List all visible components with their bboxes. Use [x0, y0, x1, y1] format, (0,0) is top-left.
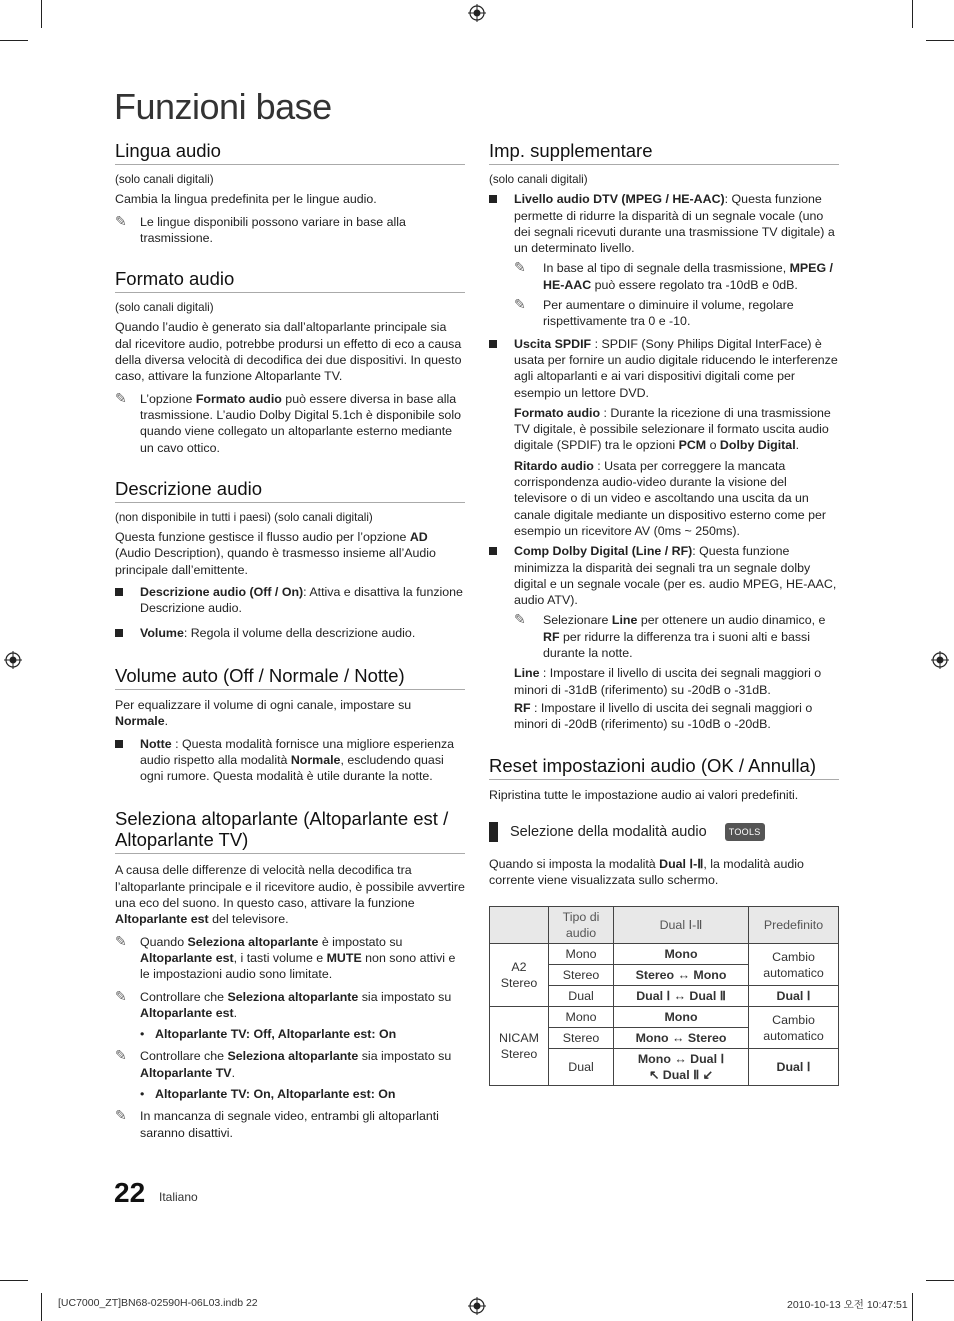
crop-mark: [41, 0, 42, 28]
pencil-note-icon: ✎: [514, 259, 526, 276]
bullet-item: Volume: Regola il volume della descrizione audio.: [115, 625, 465, 641]
paragraph: Quando si imposta la modalità Dual Ⅰ-Ⅱ, la modalità audio corrente viene visualizzata sullo schermo.: [489, 856, 804, 888]
dot-item: • Altoparlante TV: Off, Altoparlante est: On: [140, 1027, 397, 1042]
pencil-note-icon: ✎: [115, 389, 127, 406]
table-cell: Dual: [549, 986, 614, 1007]
pencil-note-icon: ✎: [115, 212, 127, 229]
table-cell: Stereo: [549, 965, 614, 986]
section-heading-reset: Reset impostazioni audio (OK / Annulla): [489, 755, 839, 780]
crop-mark: [912, 1293, 913, 1321]
paragraph: Ripristina tutte le impostazione audio ai valori predefiniti.: [489, 787, 799, 802]
bullet-item: Livello audio DTV (MPEG / HE-AAC): Questa funzione permette di ridurre la disparità di un segnale vocale (uno dei segnali ricevuti durante una trasmissione TV digitale) a un determinato livello.: [489, 191, 839, 256]
note: ✎ Selezionare Line per ottenere un audio dinamico, e RF per ridurre la differenza tra i suoni alti e bassi durante la notte.: [514, 611, 826, 661]
paragraph: Per equalizzare il volume di ogni canale, impostare su Normale.: [115, 697, 412, 729]
section-meta: (solo canali digitali): [489, 173, 588, 186]
crop-mark: [926, 1280, 954, 1281]
crop-mark: [926, 40, 954, 41]
table-cell: Predefinito: [749, 907, 839, 944]
dot-item: • Altoparlante TV: On, Altoparlante est: On: [140, 1086, 396, 1101]
table-cell: Cambio automatico: [749, 944, 839, 986]
subheading-bar-icon: [489, 822, 498, 842]
note: ✎ In base al tipo di segnale della trasmissione, MPEG / HE-AAC può essere regolato tra -10dB e 0dB.: [514, 259, 833, 292]
paragraph: RF : Impostare il livello di uscita dei segnali maggiori o minori di -20dB (riferimento) su -10dB o -20dB.: [514, 700, 813, 732]
pencil-note-icon: ✎: [115, 987, 127, 1004]
table-cell: Mono: [614, 944, 749, 965]
table-cell: Dual Ⅰ ↔ Dual Ⅱ: [614, 986, 749, 1007]
bullet-item: Notte : Questa modalità fornisce una migliore esperienza audio rispetto alla modalità Normale, escludendo quasi ogni rumore. Questa modalità è utile durante la notte.: [115, 736, 465, 785]
print-file-info: [UC7000_ZT]BN68-02590H-06L03.indb 22: [58, 1297, 258, 1309]
table-cell: Mono: [549, 1007, 614, 1028]
table-cell: Mono: [614, 1007, 749, 1028]
crop-mark: [41, 1293, 42, 1321]
table-cell: Dual Ⅰ: [749, 1049, 839, 1086]
table-cell: Mono ↔ Stereo: [614, 1028, 749, 1049]
right-column: [489, 140, 839, 1086]
pencil-note-icon: ✎: [514, 611, 526, 628]
registration-mark-icon: [4, 651, 22, 669]
note: ✎ Controllare che Seleziona altoparlante sia impostato su Altoparlante est.: [115, 987, 452, 1020]
bullet-item: Uscita SPDIF : SPDIF (Sony Philips Digital InterFace) è usata per fornire un audio digitale riducendo le interferenze agli altoparlanti e ai vari dispositivi digitali come per esempio un lettore DVD.: [489, 336, 839, 401]
page-language: Italiano: [159, 1190, 198, 1204]
paragraph: Ritardo audio : Usata per correggere la mancata corrispondenza audio-video durante la visione del televisore o di un video e ascoltando una uscita da un canale digitale mediante un dispositivo esterno come per esempio un ricevitore AV (0ms ~ 250ms).: [514, 458, 827, 538]
crop-mark: [0, 40, 28, 41]
paragraph: A causa delle differenze di velocità nella decodifica tra l’altoparlante principale e il ricevitore audio, è possibile avvertire una eco del suono. In questo caso, attivare la funzione Altoparlante est del televisore.: [115, 863, 465, 927]
square-bullet-icon: [489, 340, 497, 348]
section-meta: (solo canali digitali): [115, 301, 214, 315]
square-bullet-icon: [115, 588, 123, 596]
pencil-note-icon: ✎: [514, 296, 526, 313]
table-cell: Dual: [549, 1049, 614, 1086]
table-cell: A2 Stereo: [490, 944, 549, 1007]
section-heading-descrizione: Descrizione audio: [115, 478, 465, 503]
table-cell: Stereo: [549, 1028, 614, 1049]
square-bullet-icon: [115, 629, 123, 637]
table-cell: [490, 907, 549, 944]
paragraph: Questa funzione gestisce il flusso audio per l’opzione AD (Audio Description), quando è trasmesso insieme all’Audio principale dall’emittente.: [115, 530, 436, 577]
note: ✎ Le lingue disponibili possono variare in base alla trasmissione.: [115, 212, 406, 245]
section-meta: (solo canali digitali): [115, 173, 214, 186]
paragraph: Quando l’audio è generato sia dall’altoparlante principale sia dal ricevitore audio, potrebbe prodursi un effetto di eco a causa della diversa velocità di decodifica dei due dispositivi. In questo caso, attivare la funzione Altoparlante TV.: [115, 320, 462, 384]
table-cell: Mono: [549, 944, 614, 965]
square-bullet-icon: [115, 740, 123, 748]
audio-mode-table: [489, 906, 839, 1086]
note: ✎ Controllare che Seleziona altoparlante sia impostato su Altoparlante TV.: [115, 1047, 452, 1080]
table-cell: NICAM Stereo: [490, 1007, 549, 1086]
section-heading-imp: Imp. supplementare: [489, 140, 839, 165]
note: ✎ Per aumentare o diminuire il volume, regolare rispettivamente tra 0 e -10.: [514, 296, 794, 329]
table-cell: Stereo ↔ Mono: [614, 965, 749, 986]
square-bullet-icon: [489, 547, 497, 555]
print-date-info: 2010-10-13 오전 10:47:51: [787, 1299, 908, 1311]
pencil-note-icon: ✎: [115, 1047, 127, 1064]
section-heading-seleziona: Seleziona altoparlante (Altoparlante est / Altoparlante TV): [115, 808, 465, 854]
page-title: Funzioni base: [114, 86, 332, 127]
registration-mark-icon: [931, 651, 949, 669]
pencil-note-icon: ✎: [115, 932, 127, 949]
bullet-item: Comp Dolby Digital (Line / RF): Questa funzione minimizza la disparità dei segnali tra un segnale dolby digital e un segnale vocale (per es. audio MPEG, HE-AAC, audio ATV).: [489, 543, 839, 608]
table-row: [490, 944, 839, 965]
table-cell: Mono ↔ Dual Ⅰ ↖ Dual Ⅱ ↙: [614, 1049, 749, 1086]
page-number: 22: [114, 1177, 146, 1208]
note: ✎ Quando Seleziona altoparlante è impostato su Altoparlante est, i tasti volume e MUTE non sono attivi e le impostazioni audio sono limitate.: [115, 932, 456, 982]
table-header-row: [490, 907, 839, 944]
registration-mark-icon: [468, 1297, 486, 1315]
paragraph: Cambia la lingua predefinita per le lingue audio.: [115, 192, 377, 207]
table-cell: Dual Ⅰ-Ⅱ: [614, 907, 749, 944]
crop-mark: [0, 1280, 28, 1281]
registration-mark-icon: [468, 4, 486, 22]
section-meta: (non disponibile in tutti i paesi) (solo canali digitali): [115, 510, 373, 524]
paragraph: Formato audio : Durante la ricezione di una trasmissione TV digitale, è possibile selezionare il formato uscita audio digitale (SPDIF) tra le opzioni PCM o Dolby Digital.: [514, 405, 831, 453]
paragraph: Line : Impostare il livello di uscita dei segnali maggiori o minori di -31dB (riferimento) su -20dB o -31dB.: [514, 666, 822, 697]
tools-button-icon: TOOLS: [725, 823, 765, 841]
square-bullet-icon: [489, 195, 497, 203]
table-cell: Tipo di audio: [549, 907, 614, 944]
crop-mark: [912, 0, 913, 28]
note: ✎ In mancanza di segnale video, entrambi gli altoparlanti saranno disattivi.: [115, 1107, 439, 1140]
left-column: [115, 140, 465, 1141]
pencil-note-icon: ✎: [115, 1107, 127, 1124]
section-heading-formato: Formato audio: [115, 268, 465, 293]
subheading-modalita: Selezione della modalità audio TOOLS: [489, 822, 839, 842]
section-heading-volume: Volume auto (Off / Normale / Notte): [115, 665, 465, 690]
table-row: [490, 1007, 839, 1028]
table-cell: Cambio automatico: [749, 1007, 839, 1049]
note: ✎ L’opzione Formato audio può essere diversa in base alla trasmissione. L’audio Dolby Digital 5.1ch è disponibile solo quando viene collegato un altoparlante esterno mediante un cavo ottico.: [115, 389, 461, 455]
table-cell: Dual Ⅰ: [749, 986, 839, 1007]
bullet-item: Descrizione audio (Off / On): Attiva e disattiva la funzione Descrizione audio.: [115, 584, 465, 617]
section-heading-lingua: Lingua audio: [115, 140, 465, 165]
